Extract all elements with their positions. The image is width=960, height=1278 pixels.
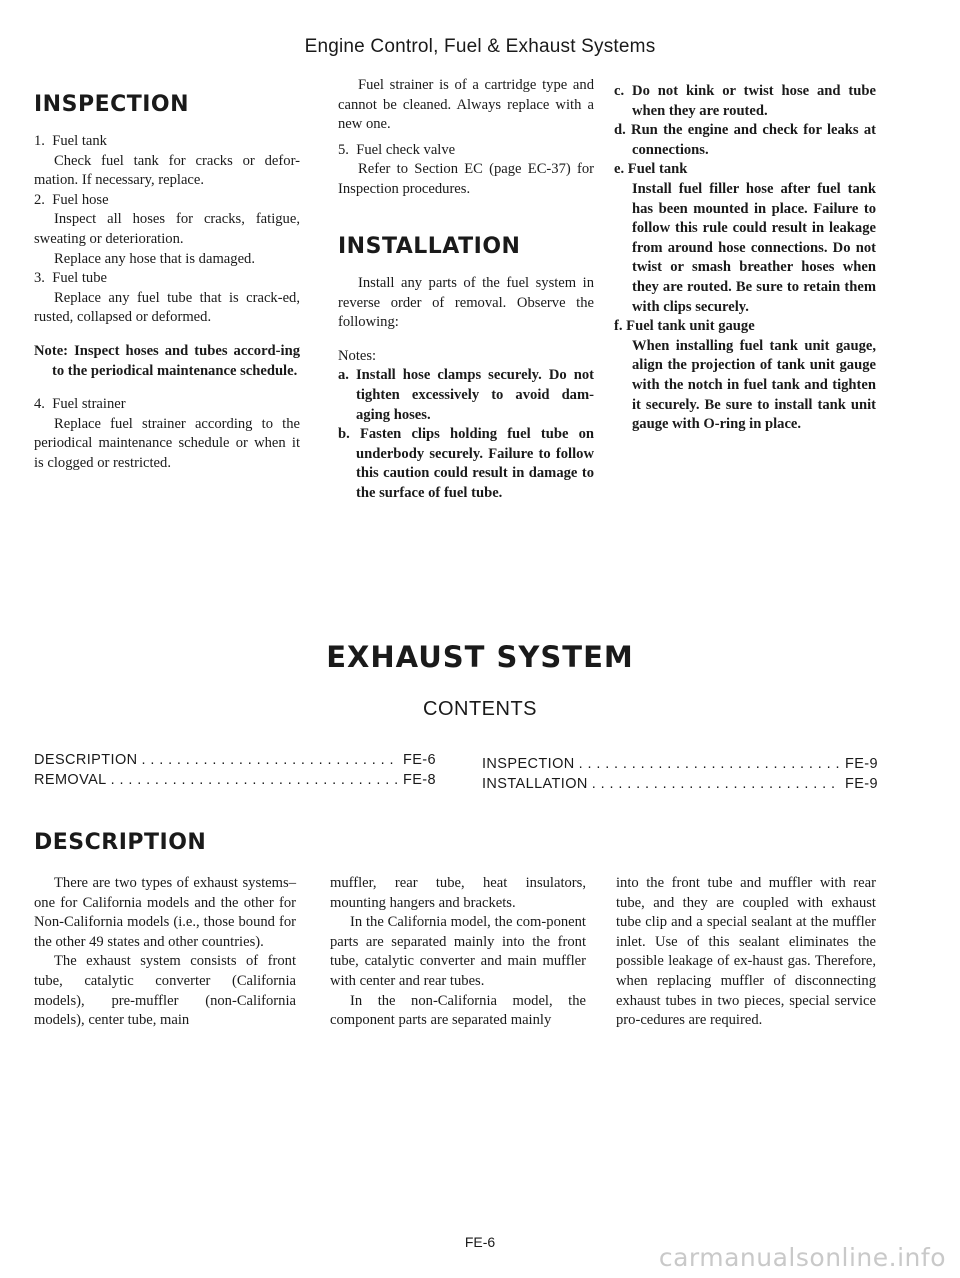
item-1-title: 1. Fuel tank	[34, 133, 107, 149]
page-number: FE-6	[464, 1234, 496, 1250]
description-col3-p1: into the front tube and muffler with rear tube, and they are coupled with exhaust tube clip and a special sealant at the muffler inlet. Use of this sealant eliminates the possible leakage of ex-haust gas. Therefore, when replacing muffler of disconnecting exhaust tubes in two pieces, special service pro-cedures are required.	[616, 875, 876, 1029]
toc-leader	[579, 756, 841, 772]
toc-leader	[111, 772, 399, 788]
toc-page: FE-9	[844, 756, 878, 772]
description-col2-p3: In the non-California model, the component parts are separated mainly	[330, 992, 586, 1029]
description-col1-p2: The exhaust system consists of front tube, catalytic converter (California models), pre-muffler (non-California models), center tube, main	[34, 953, 296, 1029]
toc-entry-installation[interactable]	[482, 776, 878, 792]
notes-label: Notes:	[338, 347, 377, 364]
strainer-text: Fuel strainer is of a cartridge type and cannot be cleaned. Always replace with a new one.	[338, 77, 594, 133]
toc-label: INSPECTION	[482, 756, 575, 772]
item-4-body: Replace fuel strainer according to the periodical maintenance schedule or when it is clogged or restricted.	[34, 415, 300, 471]
description-heading: DESCRIPTION	[34, 830, 207, 855]
note-a: a. Install hose clamps securely. Do not tighten excessively to avoid dam-aging hoses.	[338, 367, 594, 423]
toc-entry-inspection[interactable]	[482, 756, 878, 772]
inspection-note: Note: Inspect hoses and tubes accord-ing to the periodical maintenance schedule.	[34, 342, 300, 379]
toc-leader	[142, 752, 399, 768]
note-f: f. Fuel tank unit gauge When installing fuel tank unit gauge, align the projection of tank unit gauge with the notch in fuel tank and tighten it securely. Be sure to install tank unit gauge with O-ring in place.	[614, 318, 876, 433]
toc-label: INSTALLATION	[482, 776, 588, 792]
toc-entry-removal[interactable]	[34, 772, 436, 788]
description-col2-p1: muffler, rear tube, heat insulators, mounting hangers and brackets.	[330, 875, 586, 911]
item-2-body: Inspect all hoses for cracks, fatigue, sweating or deterioration.	[34, 211, 300, 247]
toc-page: FE-8	[402, 772, 436, 788]
item-5-title: 5. Fuel check valve	[338, 141, 456, 158]
installation-heading: INSTALLATION	[338, 234, 521, 259]
description-col1-p1: There are two types of exhaust systems–one for California models and the other for Non-California models (i.e., those bound for the other 49 states and other countries).	[34, 875, 296, 950]
item-5-body: Refer to Section EC (page EC-37) for Inspection procedures.	[338, 161, 594, 197]
toc-leader	[592, 776, 841, 792]
exhaust-system-title: EXHAUST SYSTEM	[326, 640, 634, 674]
running-header: Engine Control, Fuel & Exhaust Systems	[304, 36, 656, 57]
note-e: e. Fuel tank Install fuel filler hose after fuel tank has been mounted in place. Failure to follow this rule could result in leakage from around hose connections. Do not twist or smash breather hoses when they are routed. Be sure to retain them with clips securely.	[614, 161, 876, 315]
item-4-title: 4. Fuel strainer	[34, 396, 126, 413]
toc-page: FE-6	[402, 752, 436, 768]
item-1-body: Check fuel tank for cracks or defor- mation. If necessary, replace.	[34, 152, 300, 189]
toc-entry-description[interactable]	[34, 752, 436, 768]
item-2-title: 2. Fuel hose	[34, 191, 109, 208]
inspection-heading: INSPECTION	[34, 92, 190, 117]
note-d: d. Run the engine and check for leaks at connections.	[614, 122, 876, 158]
watermark: carmanualsonline.info	[658, 1243, 946, 1272]
contents-label: CONTENTS	[423, 698, 537, 720]
middle-column-top	[338, 76, 594, 200]
toc-label: DESCRIPTION	[34, 752, 138, 768]
item-2-body-2: Replace any hose that is damaged.	[54, 250, 255, 267]
description-column-1	[34, 874, 296, 1031]
note-c: c. Do not kink or twist hose and tube when they are routed.	[614, 83, 876, 119]
description-col2-p2: In the California model, the com-ponent parts are separated mainly into the front tube, catalytic converter and main muffler with center and rear tubes.	[330, 914, 586, 989]
inspection-column	[34, 132, 300, 474]
installation-column	[338, 274, 594, 504]
toc-label: REMOVAL	[34, 772, 107, 788]
note-b: b. Fasten clips holding fuel tube on underbody securely. Failure to follow this caution could result in damage to the surface of fuel tube.	[338, 426, 595, 501]
item-3-body: Replace any fuel tube that is crack-ed, rusted, collapsed or deformed.	[34, 289, 300, 326]
item-3-title: 3. Fuel tube	[34, 270, 107, 287]
installation-intro: Install any parts of the fuel system in reverse order of removal. Observe the following:	[338, 275, 594, 331]
description-column-3	[616, 874, 876, 1031]
installation-right-column	[614, 82, 876, 435]
description-column-2	[330, 874, 586, 1031]
toc-page: FE-9	[844, 776, 878, 792]
